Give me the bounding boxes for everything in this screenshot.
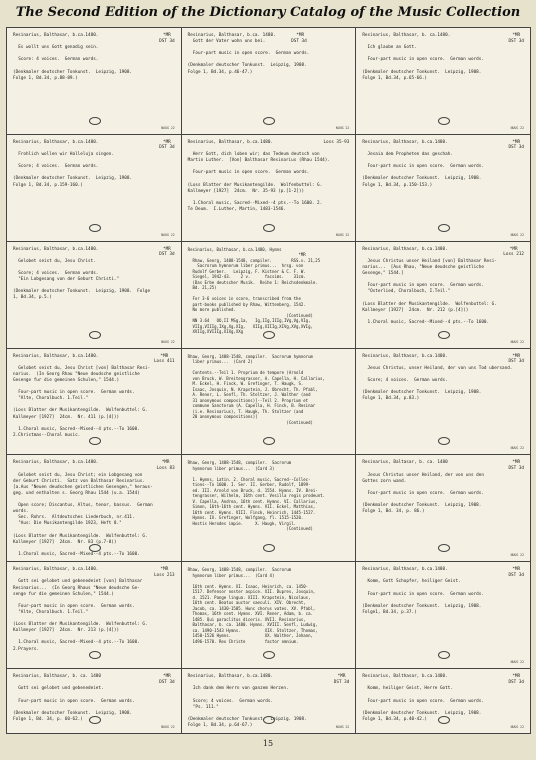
catalog-card xyxy=(182,242,357,349)
card-call-number: *MR DST 3d xyxy=(508,139,524,151)
card-text: Resinarius, Balthasar, b.ca.1480. Jesaia dem Propheten das geschah. Four-part music in open score. German words. (Denkmaler deutscher Tonkunst. Leipzig, 1908. Folge 1, Bd.34, p.150-153.) xyxy=(362,139,484,188)
punch-hole-icon xyxy=(263,331,275,339)
card-stamp: NUUG 22 xyxy=(335,725,350,729)
catalog-card xyxy=(7,242,182,349)
punch-hole-icon xyxy=(438,437,450,445)
card-call-number: *MR DST 3d xyxy=(159,139,175,151)
card-text: Resinarius, Balthasar, b. ca.1480. Ich glaube an Gott. Four-part music in open score. German words. (Denkmaler deutscher Tonkunst. Leipzig, 1908. Folge 1, Bd.34, p.65-66.) xyxy=(362,33,484,81)
card-text: Resinarius, Balthasar, b.ca.1480. Gelobet seist du, Jesu Christ [von] Balthasar Resi- narius. (In Georg Rhau "Neue deudsche geistliche Gesenge fur die gemeinen Schulen," 1544.) Four-part music in open score. German words. "Alte, Choralbuch. 1.Teil." (Loss Blatter der Musikantengilde. Wolfenbuttel: G. Kallmeyer [1927] 24cm. Nr. 411 (p.[4])) 1.Choral music, Sacred--Mixed--4 pts.--To 1600. 2.Christmas--Choral music. xyxy=(13,353,151,438)
card-call-number: *MR DST 3d xyxy=(159,33,175,44)
card-text: Resinarius, Balthasar, b.ca. 1480. *MR Gott der Vater wohn uns bei. DST 3d Four-part music in open score. German words. (Denkmaler deutscher Tonkunst. Leipzig, 1908. Folge 1, Bd.34, p.46-47.) xyxy=(187,33,310,75)
card-call-number: *MR DST 3d xyxy=(508,674,524,685)
card-stamp: NUUG 22 xyxy=(510,553,524,558)
card-stamp: NUUG 22 xyxy=(510,446,524,451)
card-stamp: NUUG 22 xyxy=(161,339,175,344)
card-call-number: *MR Loss 411 xyxy=(153,353,175,365)
card-call-number: *MR Loss 213 xyxy=(153,567,175,578)
punch-hole-icon xyxy=(438,224,450,232)
catalog-card xyxy=(7,669,182,734)
card-text: Resinarius, Balthasar, b.ca.1480. Gelobet seist du, Jesu Christ. Score; 4 voices. German words. "Ein Lobgesang von der Geburt Christi." (Denkmaler deutscher Tonkunst. Leipzig, 1908. Folge 1, Bd.34, p.5.) xyxy=(13,246,151,301)
punch-hole-icon xyxy=(89,331,101,339)
card-stamp: NUUG 22 xyxy=(335,125,350,130)
catalog-card xyxy=(182,349,357,456)
catalog-card-grid xyxy=(6,27,531,734)
card-stamp: NUUG 22 xyxy=(510,232,524,237)
card-text: Rhaw, Georg, 1488-1548, compiler. Sacrorum hymnorum liber primus... (Card 4) 16th cent. Hymns. XI. Isaac, Heinrich, ca. 1450- 1517. Defensor noster aspice. XII. Dupres, Josquin, d. 1521. Pange lingua. XIII. Krapstein, Nicolaus, 16th cent. Beatus auctor saeculi. XIV. Obrecht, Jacob, ca. 1430-1505. Hunc chorus vates. XV. Pfabl, Thomas, 16th cent. Hymns. XVI. Rener, Adam, b. ca. 1485. Qui paraclitus diceris. XVII. Resinarius, Balthasar, b. ca. 1480. Hymns. XVIII. Senfl, Ludwig, ca. 1490-1543 Hymns. XIX. Stoltzer, Thomas, 1450-1526 Hymns. XX. Walther, Johann, 1496-1570. Rex Christe factor omnium. xyxy=(187,567,318,644)
catalog-card xyxy=(7,349,182,456)
card-call-number: *MR DST 3d xyxy=(159,674,175,685)
punch-hole-icon xyxy=(89,224,101,232)
punch-hole-icon xyxy=(263,651,275,659)
catalog-card xyxy=(356,455,531,562)
catalog-card xyxy=(356,562,531,669)
catalog-card xyxy=(182,28,357,135)
card-text: Rhaw, Georg, 1488-1548, compiler. Sacrorum hymnorum liber primus... (Card 3) 1. Hymns, Latin. 2. Choral music, Sacred--Collec- tions--To 1600. I. Ser. II. Gerber, Rudolf, 1899- ed. III. Arnold von Bruck, d. 1554. Hymns. IV. Brei- tengrasser, Wilhelm, 16th cent. Vesilla regis prodeunt. V. Capella, Andrea, 16th cent. Hymns. VI. Callarius, Simon, 16th-16th cent. Hymns. VII. Eckel, Matthias, 16th cent. Hymns. VIII. Finck, Heinrich, 1445-1527. Hymns. IX. Grefinger, Wolfgang, fl. 1515-1520. Hostis Herodes impie. X. Haugk, Virgil. (Continued) xyxy=(187,460,325,532)
punch-hole-icon xyxy=(89,651,101,659)
punch-hole-icon xyxy=(438,117,450,125)
card-stamp: NUUG 22 xyxy=(510,125,524,130)
catalog-card xyxy=(7,135,182,242)
card-stamp: NUUG 22 xyxy=(510,660,524,665)
card-call-number: *MR DST 3d xyxy=(333,674,350,685)
card-stamp: NUUG 22 xyxy=(510,339,524,344)
card-text: Resinarius, Balthasar, b.ca.1480. Jesus Christus, unser Heiland, der von uns Tod ubersand. Score; 4 voices. German words. (Denkmaler deutscher Tonkunst. Leipzig, 1908. Folge 1, Bd.34, p.83.) xyxy=(362,353,513,402)
card-text: Resinarius, Balthasar, b.ca.1480. Gelobet seist du, Jesu Christ; ein Lobgesang von der Geburt Christi. Satz von Balthasar Resinarius. [a.Aus "Neuen deudschen geistlichen Gesengen," heraus- geg. und enthalten s. Georg Rhau 1544 (u.a. 1544) Open score; Discantus, Altus, tenor, bassus. German words. Sec. Rohrs. Altdeutsches Liederbuch, nr.411. "Aus: Die Musikantengilde 1923, Heft 8." (Loss Blatter der Musikantengilde. Wolfenbuttel: G. Kallmeyer [1927] 24cm. Nr. 83 (p.7-8)) 1.Choral music, Sacred--Mixed--4 pts.--To 1600. xyxy=(13,460,153,557)
catalog-card xyxy=(356,28,531,135)
card-stamp: NUUG 22 xyxy=(510,725,524,729)
card-text: Resinarius, Balthasar, b.ca.1480. Frohlich wollen wir Halleluja singen. Score; 4 voices. German words. (Denkmaler deutscher Tonkunst. Leipzig, 1908. Folge 1, Bd.34, p.159-160.) xyxy=(13,139,132,188)
card-call-number: *MR DST 3d xyxy=(508,33,524,44)
card-call-number: *MR DST 3d xyxy=(159,246,175,258)
catalog-card xyxy=(182,669,357,734)
card-text: Resinarius, Balthasar, b.ca.1480, Hymns *MR Rhaw, Georg, 1488-1548, compiler. RSS.v. 21,25 Sacrorum hymnorum liber primus... hrsg. von Rudolf Gerber. Leipzig, F. Kistner & C. F. W. Siegel, 1942-43. 2 v. facsims. 31cm. (Das Erbe deutscher Musik. Reihe 1: Reichsdenkmale. Bd. 21,25) For 3-6 voices in score, transcribed from the part-books published by Rhaw, Wittenberg, 1542. No more published. (Continued) NN 3.64 OO,II MSg,1a, Ig,IIg,IIIg,IVg,Vg,VIg, VIIg,VIIIg,IXg,Xg,XIg, XIIg,XIIIg,XIVg,XVg,XVIg, XVIIg,XVIIIg,XIXg,XXg xyxy=(187,246,321,335)
card-text: Resinarius, Balthasar, b. ca. 1480 Gott sei gelobet und gebenedeiet. Four-part music in open score. German words. (Denkmaler deutscher Tonkunst. Leipzig, 1908. Folge 1, Bd. 34, p. 60-62.) xyxy=(13,674,135,722)
catalog-card xyxy=(7,28,182,135)
card-call-number: *MR DST 3d xyxy=(508,353,524,365)
catalog-card xyxy=(356,242,531,349)
catalog-card xyxy=(182,562,357,669)
punch-hole-icon xyxy=(263,224,275,232)
card-text: Resinarius, Baltasar, b. ca. 1480 Jesus Christus unser Heiland, der von uns den Gottes zorn wand. Four-part music in open score. German words. (Denkmaler deutscher Tonkunst. Leipzig, 1908. Folge 1, Bd. 34, p. 86.) xyxy=(362,460,484,515)
punch-hole-icon xyxy=(438,331,450,339)
catalog-banner-title: The Second Edition of the Dictionary Catalog of the Music Collection xyxy=(15,5,521,20)
card-text: Resinarius, Balthasar, b.ca.1480. Ich dank dem Herrn von ganzem Herzen. Score; 4 voices. German words. "Ps. 111." (Denkmaler deutscher Tonkunst. Leipzig. 1908. Folge 1, Bd.34, p.64-67.) xyxy=(187,674,307,728)
card-text: Rhaw, Georg, 1488-1548, compiler. Sacrorum hymnorum liber primus... (Card 2) Contents.--Teil 1. Proprium de tempore (Arnold von Bruck, W. Breitengrasser, A. Capella, H. Callarius, M. Eckel, H. Finck, W. Grefinger, T. Haugk, S. Isaac, Josquin, N. Krapstein, J. Obrecht, Th. Pfabl, A. Rener, L. Senfl, Th. Stoltzer, J. Walther (and 31 anonymous compositions)]--Teil 2. Proprium et commune Sanctorum (A. Capella, H. Finck, B. Resinar (i.e. Resinarius), T. Haugk, Th. Stoltzer (and 20 anonymous compositions)] (Continued) xyxy=(187,353,325,425)
punch-hole-icon xyxy=(89,437,101,445)
punch-hole-icon xyxy=(263,117,275,125)
card-call-number: *MR DST 3d xyxy=(508,567,524,578)
card-stamp: NUUG 22 xyxy=(161,232,175,237)
card-text: Resinarius, Balthasar, b.ca.1480. Jesus Christus unser Heiland [von] Balthasar Resi- narius... [Aus Rhau, "Neue deudsche geistliche Gesenge," 1544.] Four-part music in open score. German words. "Osterlied, Choralbuch, I.Teil." (Loss Blatter der Musikantengilde. Wolfenbuttel: G. Kallmeyer [1927] 24cm. Nr. 212 (p.[4])) 1.Choral music, Sacred--Mixed--4 pts.--To 1600. xyxy=(362,246,497,325)
card-text: Resinarius, Balthasar, b.ca.1480. Gott sei gelobet und gebenedeiet [von] Balthasar Resinarius... (In Georg Rhaus "Neue deudsche Ge- senge fur die gemeinen Schulen," 1544.) Four-part music in open score. German words. "Alte, Choralbuch. 1.Teil." (Loss Blatter der Musikantengilde. Wolfenbuttel: G. Kallmeyer [1927] 24cm. Nr. 213 (p.[4])) 1.Choral music, Sacred--Mixed--4 pts.--To 1600. 2.Prayers. xyxy=(13,567,148,652)
card-text: Resinarius, Balthasar, b.ca.1480. Komm, Gott Schopfer, heiliger Geist. Four-part music in open score. German words. (Denkmaler deutscher Tonkunst. Leipzig, 1908. Folge1, Bd.34, p.37.) xyxy=(362,567,484,615)
catalog-card xyxy=(182,135,357,242)
card-call-number: *MR Loss 83 xyxy=(156,460,175,471)
punch-hole-icon xyxy=(263,544,275,552)
catalog-card xyxy=(182,455,357,562)
punch-hole-icon xyxy=(438,544,450,552)
punch-hole-icon xyxy=(263,437,275,445)
card-call-number: *MR DST 3d xyxy=(508,460,524,471)
card-stamp: NUUG 22 xyxy=(161,125,175,130)
catalog-card xyxy=(356,135,531,242)
card-call-number: Loss 35-93 xyxy=(323,139,350,145)
card-call-number: *MR Loss 212 xyxy=(503,246,524,258)
card-stamp: NUUG 22 xyxy=(161,725,175,729)
card-text: Resinarius, Balthasar, b.ca.1480. Herr Gott, dich loben wir; das Tedeum deutsch von Martin Luther. [Von] Balthasar Resinarius (Rhau 1544). Four-part music in open score. German words. (Loss Blatter der Musikantengilde. Wolfenbuttel: G. Kallmeyer [1927] 24cm. Nr. 35-93 (p.[1-2])) 1.Choral music, Sacred--Mixed--4 pts.--To 1600. 2. Te Deum. I.Luther, Martin, 1483-1546. xyxy=(187,139,330,212)
catalog-card xyxy=(356,349,531,456)
punch-hole-icon xyxy=(89,716,101,724)
card-text: Resinarius, Balthasar, b.ca.1480. Komm, heiliger Geist, Herre Gott. Four-part music in open score. German words. (Denkmaler deutscher Tonkunst. Leipzig, 1908. Folge 1, Bd.34, p.40-42.) xyxy=(362,674,484,722)
card-stamp: NUUG 22 xyxy=(335,232,350,237)
catalog-card xyxy=(356,669,531,734)
punch-hole-icon xyxy=(89,117,101,125)
catalog-card xyxy=(7,455,182,562)
page-number: 15 xyxy=(262,739,274,748)
punch-hole-icon xyxy=(438,651,450,659)
catalog-card xyxy=(7,562,182,669)
card-text: Resinarius, Balthasar, b.ca.1480. Es wollt uns Gott genadig sein. Score: 4 voices. German words. (Denkmaler deutscher Tonkunst. Leipzig, 1908. Folge 1, Bd.34, p.88-89.) xyxy=(13,33,132,81)
